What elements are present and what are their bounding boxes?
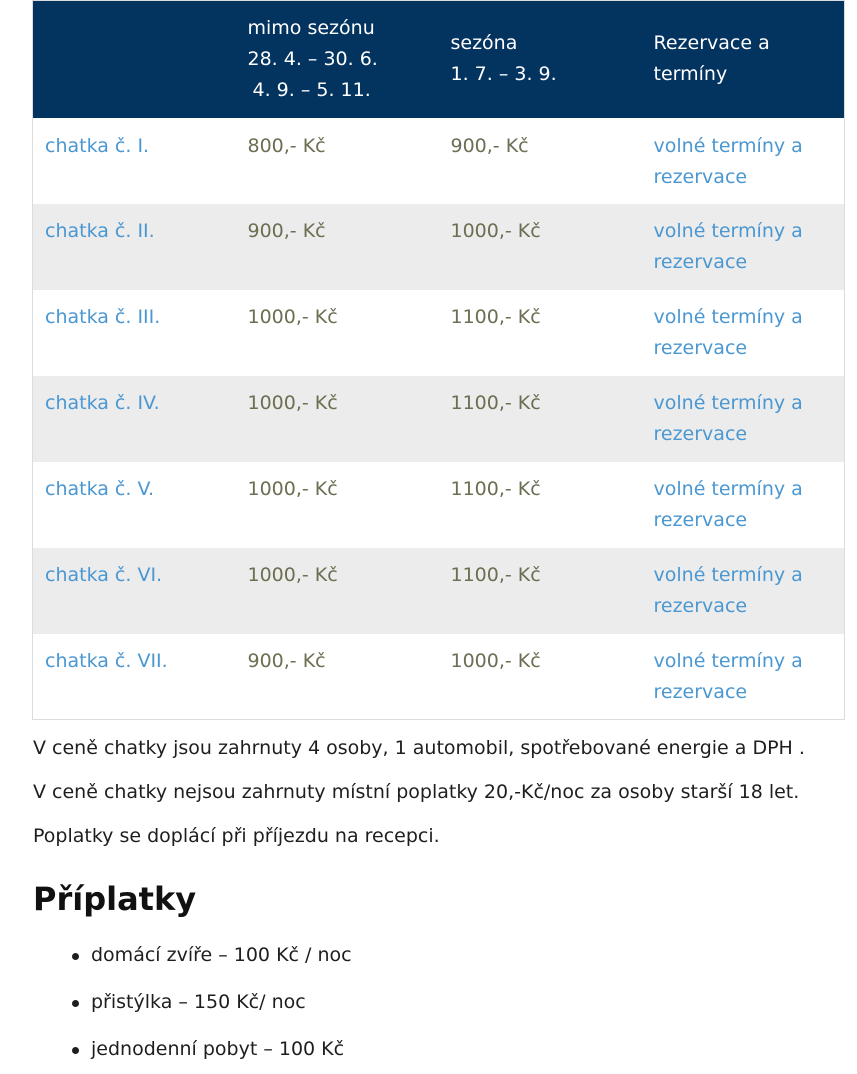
reservation-link[interactable] [654,216,833,278]
cabin-link[interactable]: chatka č. VI. [45,563,163,586]
reservation-link-line-1[interactable]: volné termíny a [653,134,803,157]
cabin-link[interactable]: chatka č. IV. [45,391,160,414]
off-season-price: 1000,- Kč [247,391,338,414]
header-off-season [236,1,439,118]
reservation-link-line-1[interactable]: volné termíny a [653,649,803,672]
reservation-link[interactable] [654,302,833,364]
table-row [33,548,845,634]
header-season-label: sezóna [450,32,518,55]
price-notes [33,733,845,865]
surcharges-list [91,940,352,1074]
header-off-season-label: mimo sezónu [247,16,375,39]
cabin-link[interactable]: chatka č. V. [45,477,155,500]
table-row [33,290,845,376]
season-price: 1100,- Kč [450,391,541,414]
header-cabin [33,1,236,118]
surcharges-heading: Příplatky [33,880,197,918]
price-table [32,0,845,720]
list-item: jednodenní pobyt – 100 Kč [91,1034,352,1065]
reservation-link-line-2[interactable]: rezervace [653,336,748,359]
reservation-link-line-1[interactable]: volné termíny a [653,219,803,242]
off-season-price: 900,- Kč [247,649,326,672]
reservation-link[interactable] [654,388,833,450]
off-season-price: 1000,- Kč [247,305,338,328]
cabin-link[interactable]: chatka č. II. [45,219,155,242]
cabin-link[interactable]: chatka č. VII. [45,649,168,672]
reservation-link-line-1[interactable]: volné termíny a [653,477,803,500]
list-item: domácí zvíře – 100 Kč / noc [91,940,352,971]
table-row [33,204,845,290]
header-reservation-line-2: termíny [653,63,728,86]
note-included: V ceně chatky jsou zahrnuty 4 osoby, 1 automobil, spotřebované energie a DPH . [33,737,805,759]
header-off-season-range-2: 4. 9. – 5. 11. [252,78,371,101]
season-price: 900,- Kč [450,134,529,157]
header-off-season-range-1: 28. 4. – 30. 6. [247,47,378,70]
header-season-range: 1. 7. – 3. 9. [450,63,557,86]
cabin-link[interactable]: chatka č. III. [45,305,161,328]
header-reservation [642,1,845,118]
reservation-link-line-2[interactable]: rezervace [653,680,748,703]
off-season-price: 800,- Kč [247,134,326,157]
reservation-link-line-1[interactable]: volné termíny a [653,563,803,586]
reservation-link[interactable] [654,474,833,536]
season-price: 1100,- Kč [450,305,541,328]
reservation-link[interactable] [654,560,833,622]
reservation-link-line-1[interactable]: volné termíny a [653,305,803,328]
table-row [33,376,845,462]
season-price: 1000,- Kč [450,649,541,672]
off-season-price: 900,- Kč [247,219,326,242]
note-payment: Poplatky se doplácí při příjezdu na recepci. [33,825,440,847]
reservation-link-line-2[interactable]: rezervace [653,165,748,188]
table-row [33,118,845,204]
table-row [33,462,845,548]
cabin-link[interactable]: chatka č. I. [45,134,150,157]
reservation-link-line-2[interactable]: rezervace [653,594,748,617]
off-season-price: 1000,- Kč [247,563,338,586]
reservation-link-line-2[interactable]: rezervace [653,422,748,445]
reservation-link-line-2[interactable]: rezervace [653,250,748,273]
table-row [33,634,845,720]
reservation-link-line-2[interactable]: rezervace [653,508,748,531]
note-excluded: V ceně chatky nejsou zahrnuty místní poplatky 20,-Kč/noc za osoby starší 18 let. [33,781,800,803]
season-price: 1000,- Kč [450,219,541,242]
reservation-link[interactable] [654,131,833,193]
table-header-row [33,1,845,118]
season-price: 1100,- Kč [450,563,541,586]
list-item: přistýlka – 150 Kč/ noc [91,987,352,1018]
reservation-link-line-1[interactable]: volné termíny a [653,391,803,414]
header-season [439,1,642,118]
reservation-link[interactable] [654,646,833,708]
header-reservation-line-1: Rezervace a [653,32,770,55]
off-season-price: 1000,- Kč [247,477,338,500]
season-price: 1100,- Kč [450,477,541,500]
